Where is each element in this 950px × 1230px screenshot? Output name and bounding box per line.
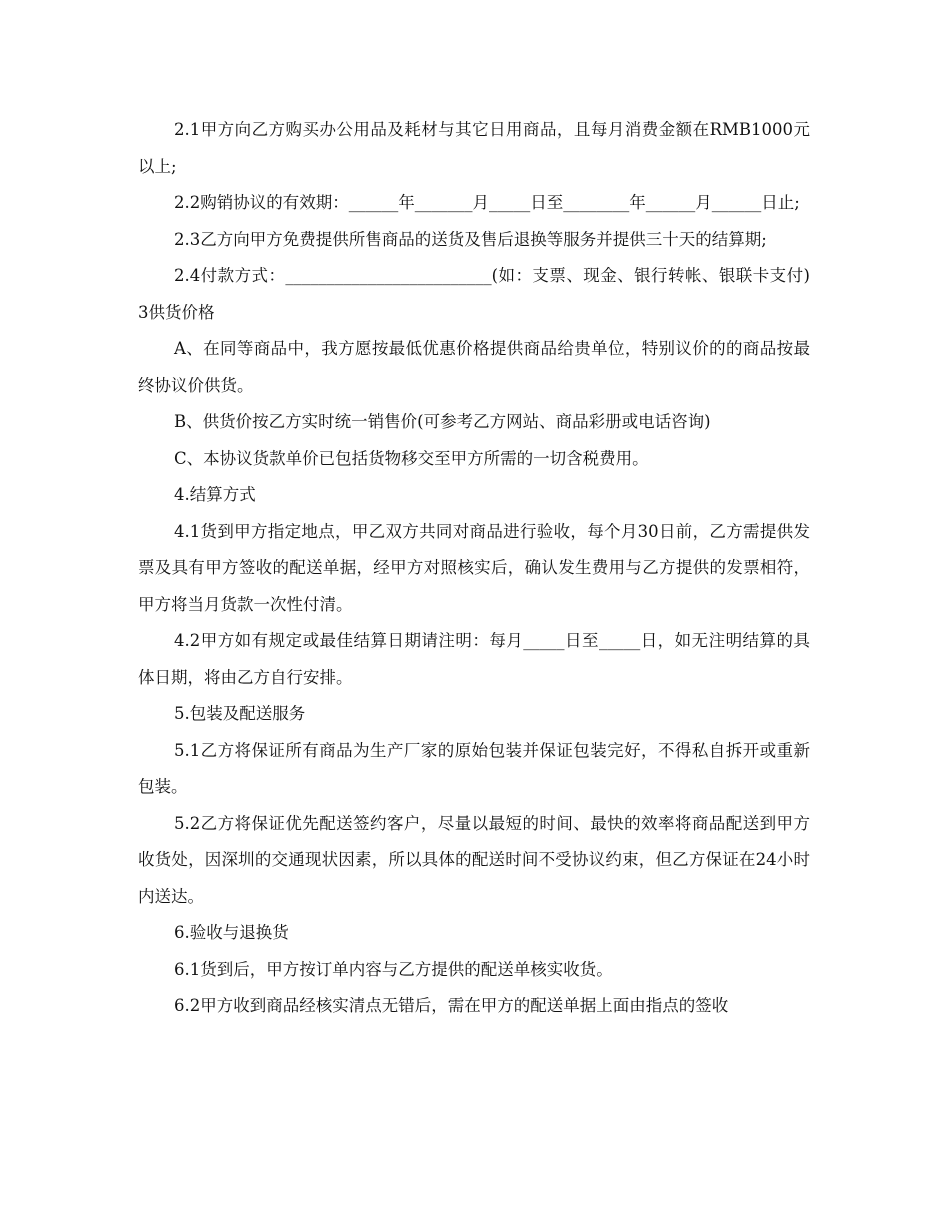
clause-2-2: 2.2购销协议的有效期：______年_______月_____日至________年______月______日止; [174, 193, 800, 212]
clause-b: B、供货价按乙方实时统一销售价(可参考乙方网站、商品彩册或电话咨询) [174, 412, 711, 431]
section-heading-4: 4.结算方式 [174, 485, 256, 504]
clause-2-4: 2.4付款方式：_________________________(如：支票、现金、银行转帐、银联卡支付) 3供货价格 [138, 266, 816, 322]
document-page [138, 112, 816, 1025]
clause-5-2: 5.2乙方将保证优先配送签约客户，尽量以最短的时间、最快的效率将商品配送到甲方收货处，因深圳的交通现状因素，所以具体的配送时间不受协议约束，但乙方保证在24小时内送达。 [138, 813, 810, 906]
section-heading-5: 5.包装及配送服务 [174, 704, 306, 723]
clause-4-2: 4.2甲方如有规定或最佳结算日期请注明：每月_____日至_____日，如无注明结算的具体日期，将由乙方自行安排。 [138, 631, 810, 687]
section-heading-6: 6.验收与退换货 [174, 923, 289, 942]
clause-2-3: 2.3乙方向甲方免费提供所售商品的送货及售后退换等服务并提供三十天的结算期; [174, 229, 767, 249]
clause-a: A、在同等商品中，我方愿按最低优惠价格提供商品给贵单位，特别议价的的商品按最终协议价供货。 [138, 339, 810, 395]
clause-5-1: 5.1乙方将保证所有商品为生产厂家的原始包装并保证包装完好，不得私自拆开或重新包装。 [138, 740, 810, 796]
clause-6-2: 6.2甲方收到商品经核实清点无错后，需在甲方的配送单据上面由指点的签收 [174, 996, 729, 1015]
clause-2-1: 2.1甲方向乙方购买办公用品及耗材与其它日用商品，且每月消费金额在RMB1000元以上; [138, 120, 810, 176]
clause-4-1: 4.1货到甲方指定地点，甲乙双方共同对商品进行验收，每个月30日前，乙方需提供发票及具有甲方签收的配送单据，经甲方对照核实后，确认发生费用与乙方提供的发票相符，甲方将当月货款一次性付清。 [138, 521, 810, 614]
clause-c: C、本协议货款单价已包括货物移交至甲方所需的一切含税费用。 [174, 448, 649, 468]
clause-6-1: 6.1货到后，甲方按订单内容与乙方提供的配送单核实收货。 [174, 959, 613, 979]
